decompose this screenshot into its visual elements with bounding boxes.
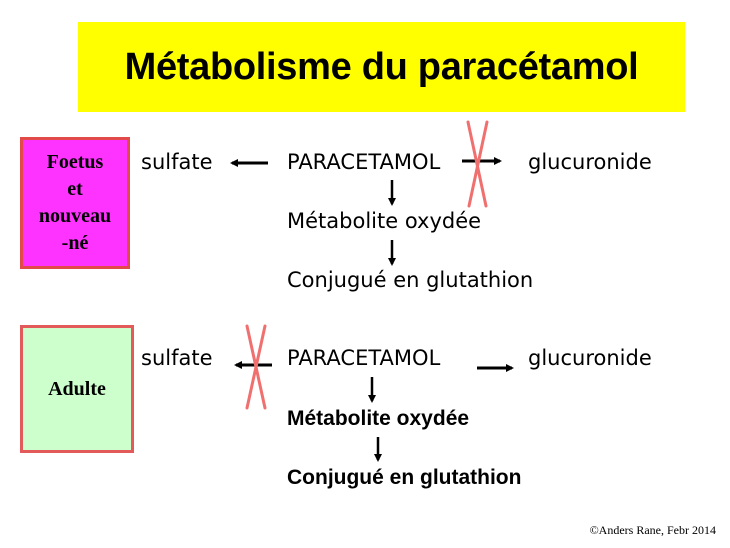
copyright-text: ©Anders Rane, Febr 2014 — [589, 523, 716, 537]
adult-metabolite-label: Métabolite oxydée — [287, 407, 470, 430]
foetus-metabolite-label: Métabolite oxydée — [287, 209, 482, 233]
adult-paracetamol-label: PARACETAMOL — [287, 346, 441, 370]
adult-sulfate-label: sulfate — [141, 346, 213, 370]
adult-conjugate-label: Conjugué en glutathion — [287, 466, 522, 489]
foetus-conjugate-label: Conjugué en glutathion — [287, 268, 534, 292]
adult-block-cross-icon — [247, 326, 265, 408]
foetus-label-line: Foetus — [46, 151, 104, 173]
foetus-glucuronide-label: glucuronide — [528, 150, 652, 174]
foetus-label-line: et — [67, 178, 83, 200]
foetus-label-line: -né — [61, 232, 89, 254]
foetus-block-cross-icon — [468, 122, 487, 206]
adult-group-label: Adulte — [48, 377, 106, 400]
foetus-sulfate-label: sulfate — [141, 150, 213, 174]
page-title: Métabolisme du paracétamol — [124, 45, 639, 88]
foetus-label-line: nouveau — [38, 205, 112, 227]
adult-glucuronide-label: glucuronide — [528, 346, 652, 370]
foetus-paracetamol-label: PARACETAMOL — [287, 150, 441, 174]
